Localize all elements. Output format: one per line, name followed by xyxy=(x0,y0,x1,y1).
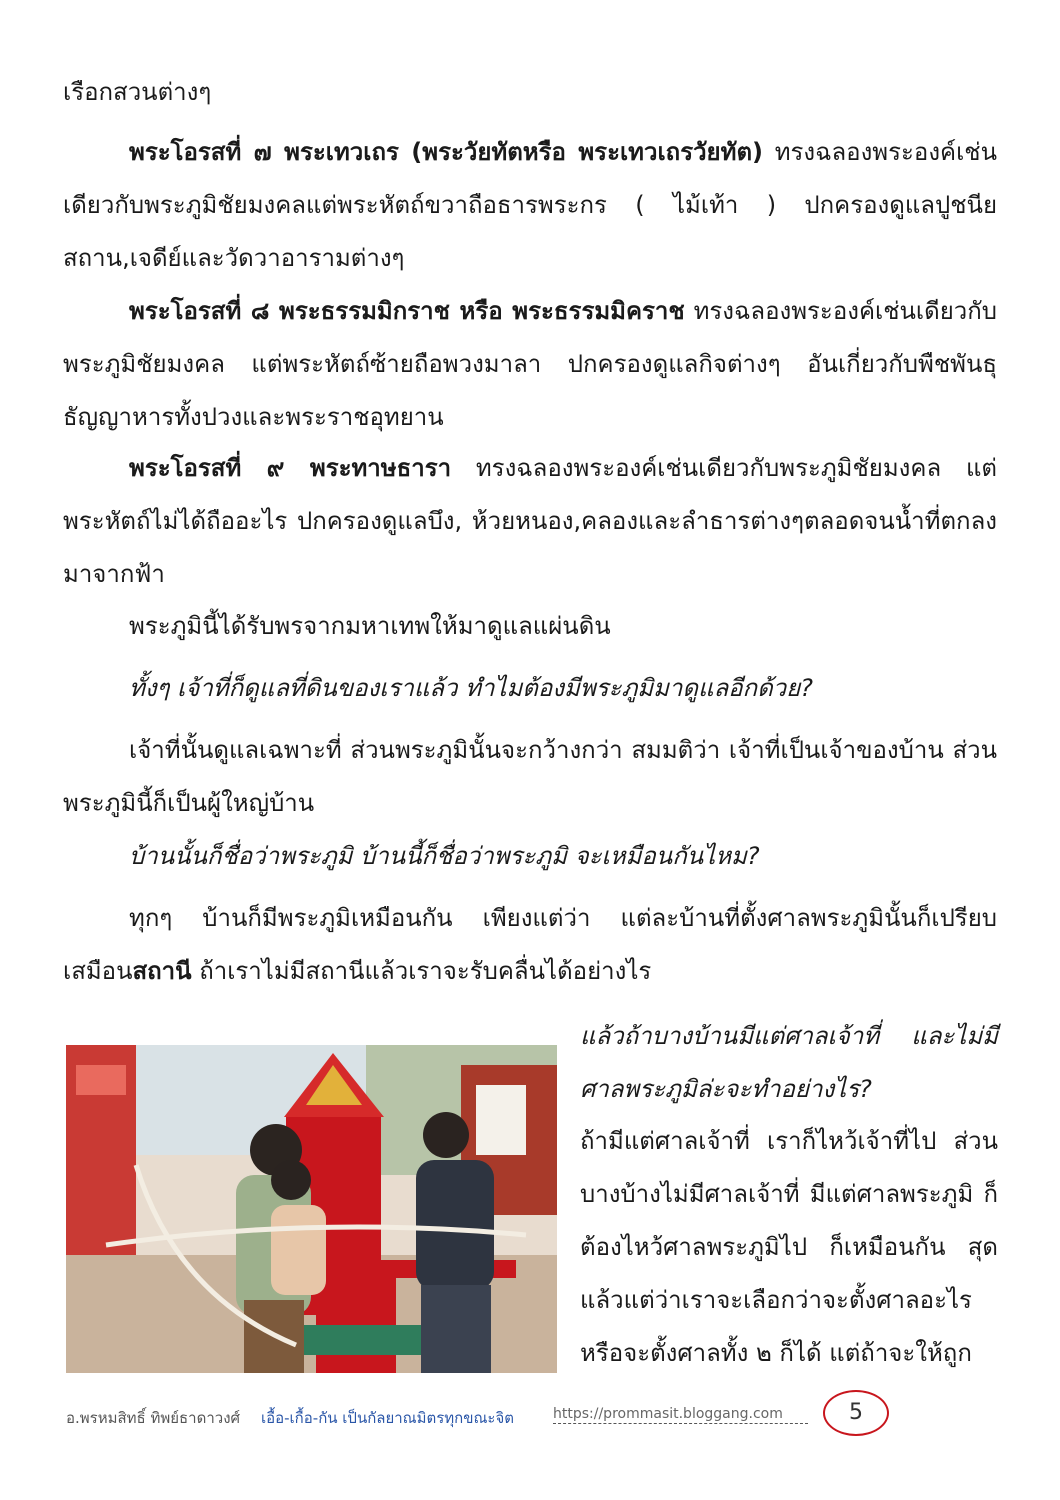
question-1: ทั้งๆ เจ้าที่ก็ดูแลที่ดินของเราแล้ว ทำไมต้องมีพระภูมิมาดูแลอีกด้วย? xyxy=(129,674,813,702)
paragraph-continuation: เรือกสวนต่างๆ xyxy=(63,78,212,106)
son-8-heading: พระโอรสที่ ๘ พระธรรมมิกราช หรือ พระธรรมมิคราช xyxy=(129,297,685,325)
son-9-heading: พระโอรสที่ ๙ พระทาษธารา xyxy=(129,454,452,482)
paragraph-son-9 xyxy=(63,442,997,601)
question-3: แล้วถ้าบางบ้านมีแต่ศาลเจ้าที่ และไม่มีศาลพระภูมิล่ะจะทำอย่างไร? xyxy=(580,1022,998,1103)
page-footer xyxy=(66,1402,996,1442)
son-9-text: ทรงฉลองพระองค์เช่นเดียวกับพระภูมิชัยมงคล แต่พระหัตถ์ไม่ได้ถืออะไร ปกครองดูแลบึง, ห้วยหนอง,คลองและลำธารต่างๆตลอดจนน้ำที่ตกลงมาจากฟ้า xyxy=(63,454,997,588)
footer-author: อ.พรหมสิทธิ์ ทิพย์ธาดาวงศ์ xyxy=(66,1409,241,1427)
son-8-text: ทรงฉลองพระองค์เช่นเดียวกับพระภูมิชัยมงคล แต่พระหัตถ์ซ้ายถือพวงมาลา ปกครองดูแลกิจต่างๆ อันเกี่ยวกับพืชพันธุธัญญาหารทั้งปวงและพระราชอุทยาน xyxy=(63,297,997,431)
footer-motto: เอื้อ-เกื้อ-กัน เป็นกัลยาณมิตรทุกขณะจิต xyxy=(261,1409,515,1427)
page-number: 5 xyxy=(823,1390,889,1436)
son-7-heading: พระโอรสที่ ๗ พระเทวเถร (พระวัยทัตหรือ พระเทวเถรวัยทัต) xyxy=(129,138,763,166)
son-7-text: ทรงฉลองพระองค์เช่นเดียวกับพระภูมิชัยมงคลแต่พระหัตถ์ขวาถือธารพระกร ( ไม้เท้า ) ปกครองดูแลปูชนียสถาน,เจดีย์และวัดวาอารามต่างๆ xyxy=(63,138,997,272)
paragraph-son-8 xyxy=(63,285,997,444)
answer-3: ถ้ามีแต่ศาลเจ้าที่ เราก็ไหว้เจ้าที่ไป ส่วนบางบ้างไม่มีศาลเจ้าที่ มีแต่ศาลพระภูมิ ก็ต้องไหว้ศาลพระภูมิไป ก็เหมือนกัน สุดแล้วแต่ว่าเราจะเลือกว่าจะตั้งศาลอะไร หรือจะตั้งศาลทั้ง ๒ ก็ได้ แต่ถ้าจะให้ถูก xyxy=(580,1127,998,1367)
shrine-ceremony-photo xyxy=(66,1045,557,1373)
station-emphasis: สถานี xyxy=(132,957,192,985)
photo-illustration xyxy=(66,1045,557,1373)
paragraph-blessing: พระภูมินี้ได้รับพรจากมหาเทพให้มาดูแลแผ่นดิน xyxy=(129,612,611,640)
footer-url-link[interactable]: https://prommasit.bloggang.com xyxy=(553,1406,808,1424)
paragraph-son-7 xyxy=(63,126,997,285)
answer-1: เจ้าที่นั้นดูแลเฉพาะที่ ส่วนพระภูมินั้นจะกว้างกว่า สมมติว่า เจ้าที่เป็นเจ้าของบ้าน ส่วนพระภูมินี้ก็เป็นผู้ใหญ่บ้าน xyxy=(63,736,997,817)
question-2: บ้านนั้นก็ชื่อว่าพระภูมิ บ้านนี้ก็ชื่อว่าพระภูมิ จะเหมือนกันไหม? xyxy=(129,842,760,870)
answer-2: ทุกๆ บ้านก็มีพระภูมิเหมือนกัน เพียงแต่ว่า แต่ละบ้านที่ตั้งศาลพระภูมินั้นก็เปรียบเสมือนสถานี ถ้าเราไม่มีสถานีแล้วเราจะรับคลื่นได้อย่างไร xyxy=(63,904,997,985)
